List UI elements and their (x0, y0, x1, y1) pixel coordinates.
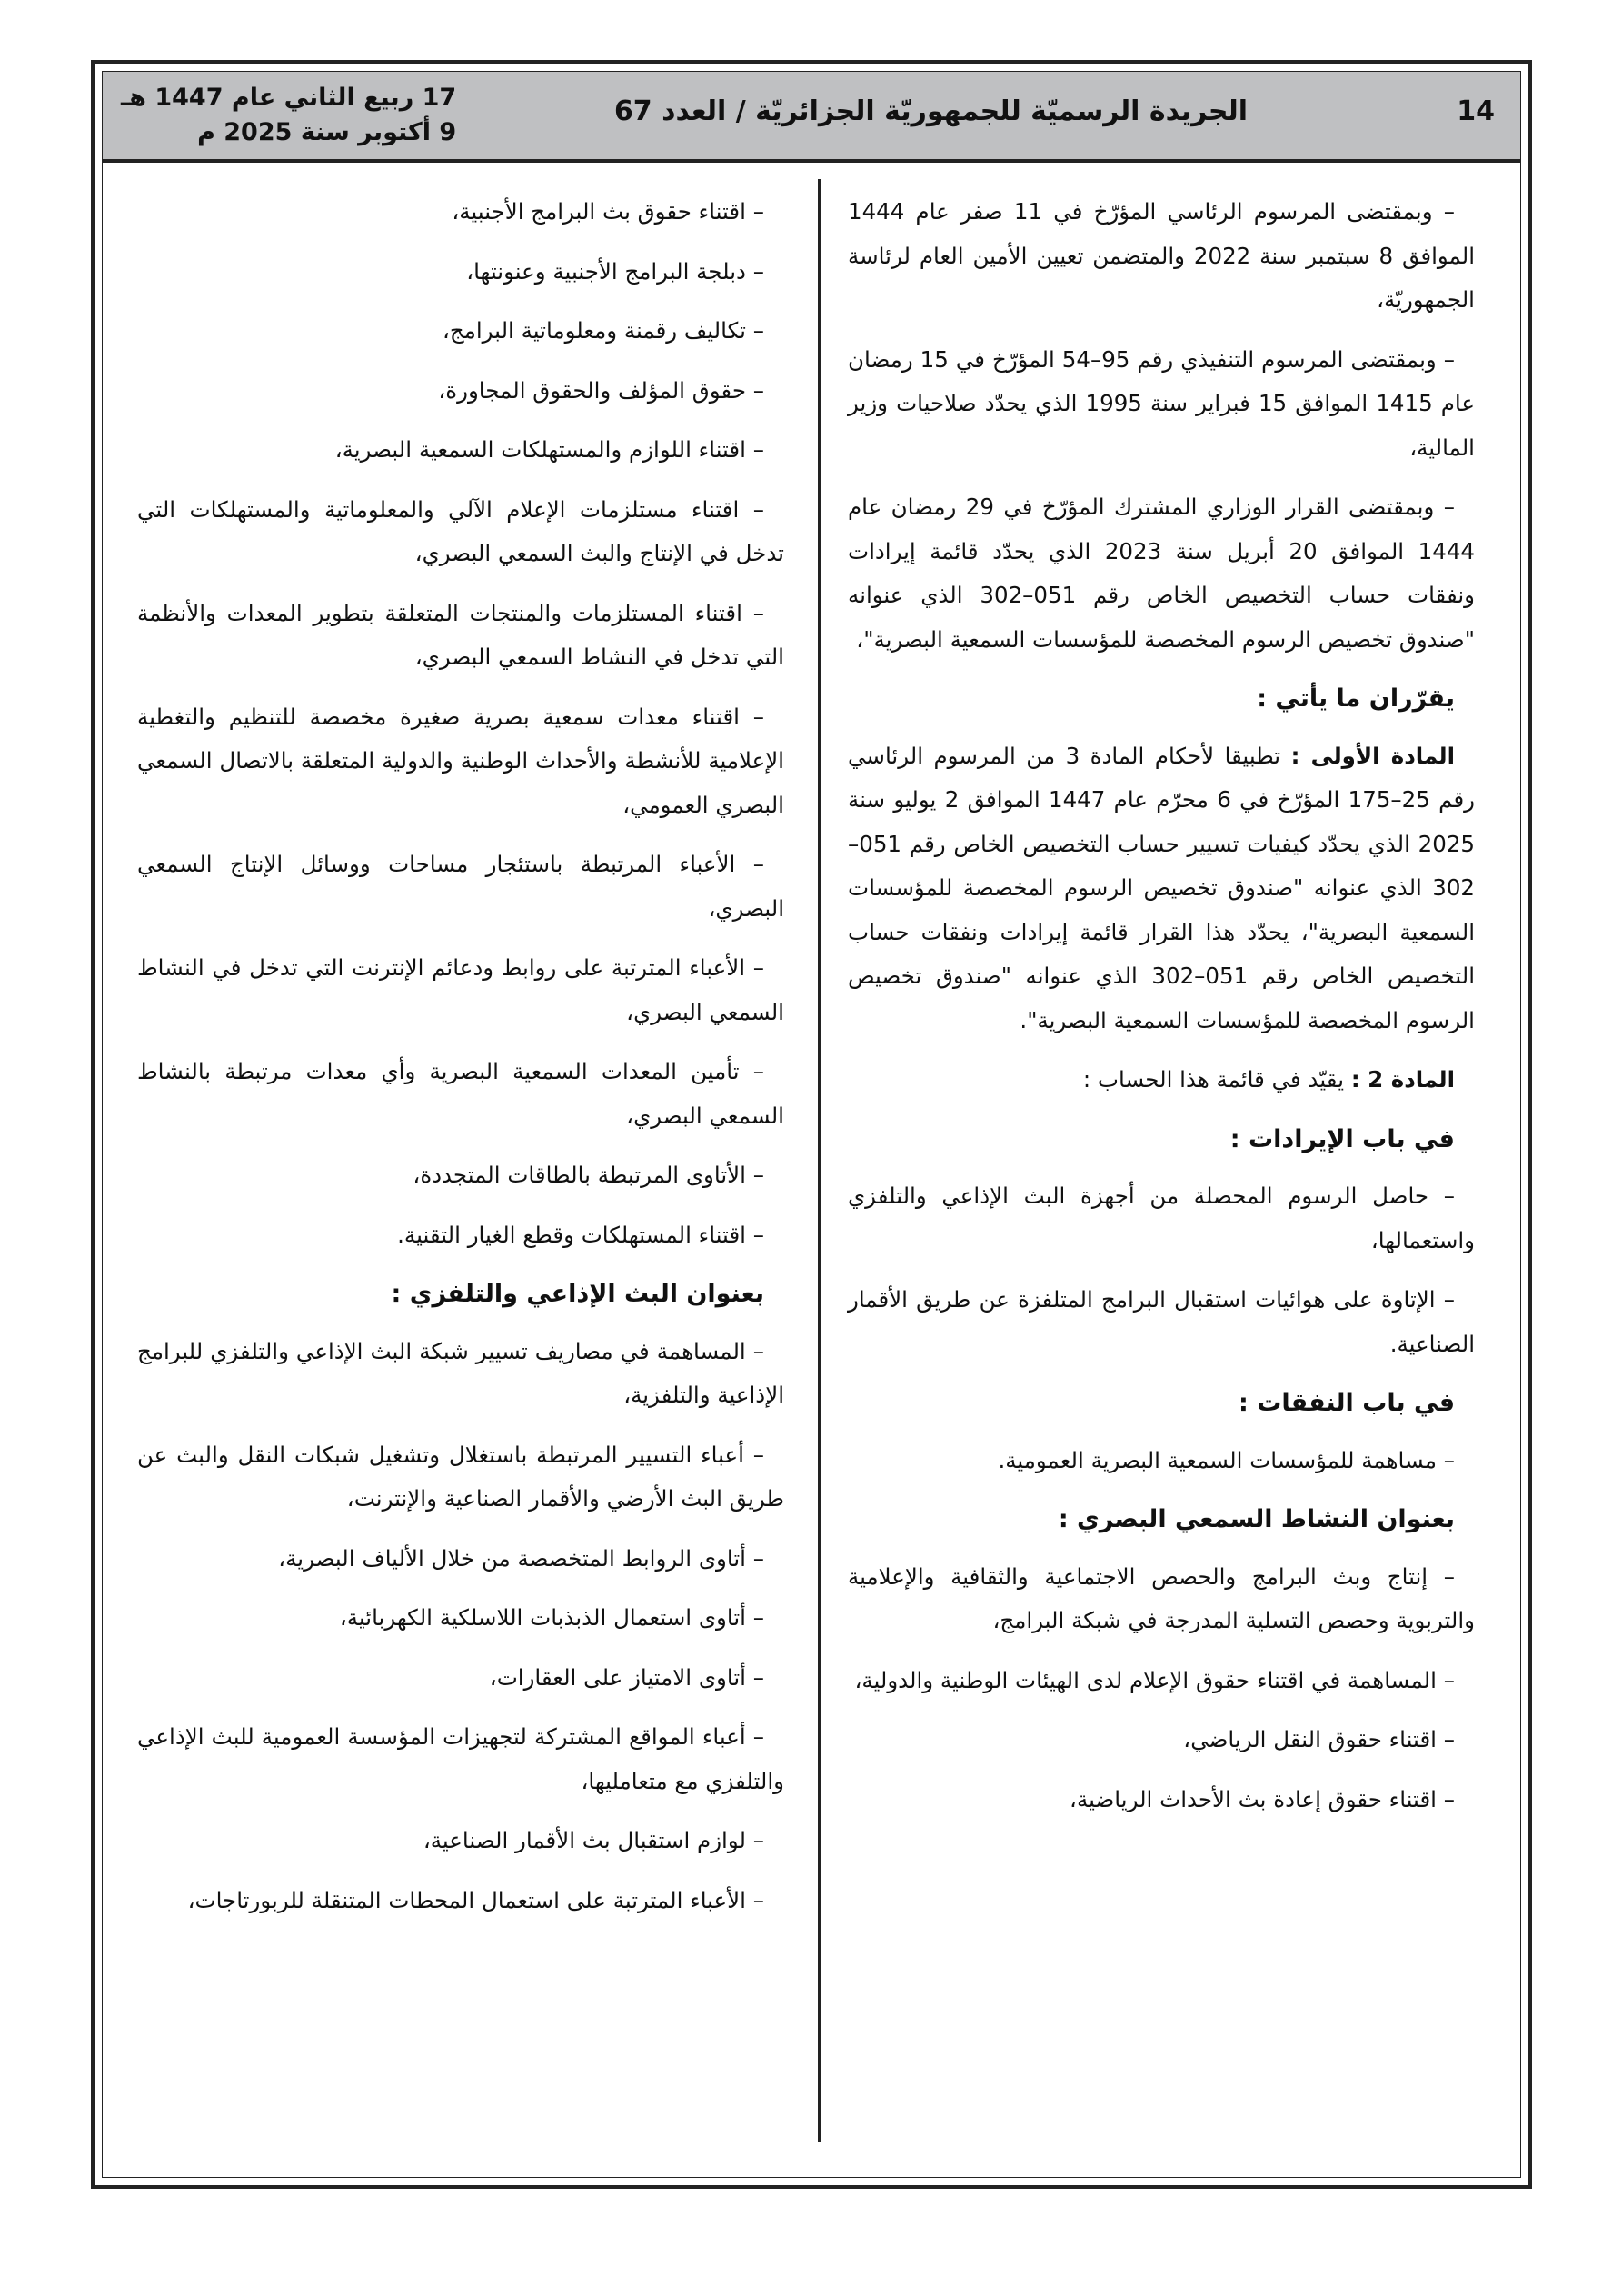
list-item: – المساهمة في اقتناء حقوق الإعلام لدى الهيئات الوطنية والدولية، (854, 1666, 1455, 1693)
list-item: – دبلجة البرامج الأجنبية وعنونتها، (466, 257, 764, 285)
article-1-text: تطبيقا لأحكام المادة 3 من المرسوم الرئاسي رقم 25–175 المؤرّخ في 6 محرّم عام 1447 الموافق 2 يوليو سنة 2025 الذي يحدّد كيفيات تسيير حساب التخصيص الخاص رقم 051–302 الذي عنوانه "صندوق تخصيص الرسوم المخصصة للمؤسسات السمعية البصرية"، يحدّد هذا القرار قائمة إيرادات ونفقات حساب التخصيص الخاص رقم 051–302 الذي عنوانه "صندوق تخصيص الرسوم المخصصة للمؤسسات السمعية البصرية". (848, 742, 1475, 1033)
column-divider (818, 179, 821, 2142)
article-1 (848, 734, 1475, 1043)
list-item: – حقوق المؤلف والحقوق المجاورة، (438, 376, 764, 404)
right-column (848, 190, 1475, 1837)
decision-heading: يقرّران ما يأتي : (1257, 684, 1455, 713)
article-2 (848, 1058, 1475, 1103)
list-item: – حاصل الرسوم المحصلة من أجهزة البث الإذاعي والتلفزي واستعمالها، (848, 1183, 1475, 1253)
date-gregorian: 9 أكتوبر سنة 2025 م (197, 118, 457, 146)
broadcast-heading: بعنوان البث الإذاعي والتلفزي : (391, 1280, 764, 1308)
journal-title: الجريدة الرسميّة للجمهوريّة الجزائريّة / العدد 67 (613, 95, 1248, 127)
list-item: – اقتناء حقوق بث البرامج الأجنبية، (452, 198, 764, 225)
audiovisual-heading: بعنوان النشاط السمعي البصري : (1058, 1505, 1455, 1533)
list-item: – أتاوى الامتياز على العقارات، (489, 1663, 764, 1691)
list-item: – اقتناء المستهلكات وقطع الغيار التقنية. (397, 1221, 764, 1248)
page-number: 14 (1457, 95, 1495, 127)
revenue-heading: في باب الإيرادات : (1229, 1124, 1455, 1153)
list-item: – أعباء المواقع المشتركة لتجهيزات المؤسسة العمومية للبث الإذاعي والتلفزي مع متعامليها، (137, 1723, 784, 1794)
article-2-text: يقيّد في قائمة هذا الحساب : (1082, 1066, 1351, 1093)
list-item: – أتاوى الروابط المتخصصة من خلال الألياف البصرية، (278, 1544, 764, 1572)
article-1-label: المادة الأولى : (1290, 742, 1455, 769)
page-header (103, 72, 1520, 163)
list-item: – لوازم استقبال بث الأقمار الصناعية، (423, 1827, 764, 1853)
list-item: – اقتناء المستلزمات والمنتجات المتعلقة بتطوير المعدات والأنظمة التي تدخل في النشاط السمعي البصري، (137, 599, 784, 670)
list-item: – الأعباء المترتبة على استعمال المحطات المتنقلة للربورتاجات، (187, 1886, 764, 1913)
list-item: – اقتناء حقوق النقل الرياضي، (1183, 1726, 1455, 1752)
list-item: – الإتاوة على هوائيات استقبال البرامج المتلفزة عن طريق الأقمار الصناعية. (848, 1286, 1475, 1357)
article-2-label: المادة 2 : (1350, 1066, 1455, 1093)
page-frame-inner (102, 71, 1521, 2178)
list-item: – اقتناء مستلزمات الإعلام الآلي والمعلوماتية والمستهلكات التي تدخل في الإنتاج والبث السمعي البصري، (137, 495, 784, 566)
paragraph: – وبمقتضى القرار الوزاري المشترك المؤرّخ في 29 رمضان عام 1444 الموافق 20 أبريل سنة 2023 الذي يحدّد قائمة إيرادات ونفقات حساب التخصيص الخاص رقم 051–302 الذي عنوانه "صندوق تخصيص الرسوم المخصصة للمؤسسات السمعية البصرية"، (848, 494, 1476, 653)
list-item: – الأتاوى المرتبطة بالطاقات المتجددة، (413, 1162, 764, 1188)
left-column (137, 190, 784, 1938)
list-item: – اقتناء اللوازم والمستهلكات السمعية البصرية، (334, 436, 764, 463)
list-item: – إنتاج وبث البرامج والحصص الاجتماعية والثقافية والإعلامية والتربوية وحصص التسلية المدرجة في شبكة البرامج، (848, 1562, 1475, 1633)
list-item: – الأعباء المرتبطة باستئجار مساحات ووسائل الإنتاج السمعي البصري، (137, 851, 784, 922)
list-item: – اقتناء معدات سمعية بصرية صغيرة مخصصة للتنظيم والتغطية الإعلامية للأنشطة والأحداث الوطنية والدولية المتعلقة بالاتصال السمعي البصري العمومي، (137, 703, 784, 818)
list-item: – أعباء التسيير المرتبطة باستغلال وتشغيل شبكات النقل والبث عن طريق البث الأرضي والأقمار الصناعية والإنترنت، (137, 1441, 784, 1512)
expense-heading: في باب النفقات : (1239, 1389, 1455, 1417)
list-item: – اقتناء حقوق إعادة بث الأحداث الرياضية، (1070, 1785, 1455, 1812)
list-item: – مساهمة للمؤسسات السمعية البصرية العمومية. (998, 1446, 1455, 1473)
list-item: – تأمين المعدات السمعية البصرية وأي معدات مرتبطة بالنشاط السمعي البصري، (137, 1058, 784, 1129)
list-item: – تكاليف رقمنة ومعلوماتية البرامج، (443, 317, 764, 344)
list-item: – المساهمة في مصاريف تسيير شبكة البث الإذاعي والتلفزي للبرامج الإذاعية والتلفزية، (137, 1337, 784, 1408)
list-item: – الأعباء المترتبة على روابط ودعائم الإنترنت التي تدخل في النشاط السمعي البصري، (137, 954, 784, 1025)
page-frame (91, 60, 1532, 2189)
list-item: – أتاوى استعمال الذبذبات اللاسلكية الكهربائية، (339, 1604, 764, 1631)
paragraph: – وبمقتضى المرسوم التنفيذي رقم 95–54 المؤرّخ في 15 رمضان عام 1415 الموافق 15 فبراير سنة 1995 الذي يحدّد صلاحيات وزير المالية، (848, 345, 1476, 461)
issue-date (121, 81, 456, 150)
date-hijri: 17 ربيع الثاني عام 1447 هـ (121, 84, 457, 112)
paragraph: – وبمقتضى المرسوم الرئاسي المؤرّخ في 11 صفر عام 1444 الموافق 8 سبتمبر سنة 2022 والمتضمن تعيين الأمين العام لرئاسة الجمهوريّة، (848, 198, 1475, 313)
